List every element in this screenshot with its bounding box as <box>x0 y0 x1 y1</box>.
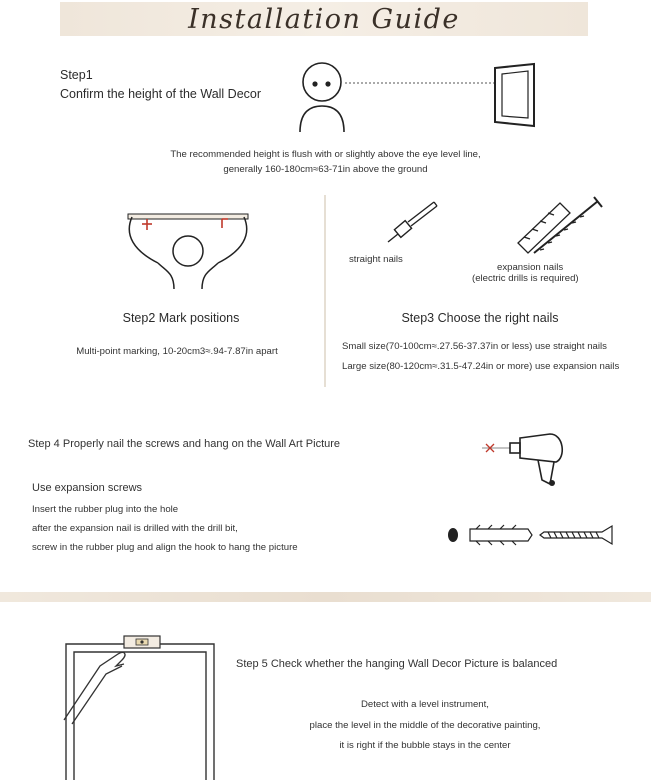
person-head-icon <box>300 63 344 132</box>
step1-note-line1: The recommended height is flush with or slightly above the eye level line, <box>170 149 481 160</box>
step2-note: Multi-point marking, 10-20cm3≈.94-7.87in apart <box>76 346 278 357</box>
section-divider-horizontal <box>0 592 651 602</box>
title-banner <box>60 2 588 36</box>
step1-note-line2: generally 160-180cm≈63-71in above the ground <box>223 164 428 175</box>
step2-heading: Step2 Mark positions <box>122 311 240 325</box>
page-title: Installation Guide <box>188 3 460 35</box>
step3-small-size: Small size(70-100cm≈.27.56-37.37in or less) use straight nails <box>342 341 607 352</box>
step5-line2: place the level in the middle of the decorative painting, <box>309 720 541 731</box>
step1-subheading: Confirm the height of the Wall Decor <box>60 87 262 101</box>
expansion-nails-label: expansion nails <box>497 262 564 273</box>
level-check-illustration <box>60 624 220 780</box>
drill-icon <box>480 428 575 490</box>
step5-line1: Detect with a level instrument, <box>361 699 489 710</box>
frame-edge-icon <box>128 214 248 219</box>
screw-parts-icon <box>444 520 620 550</box>
step5-line3: it is right if the bubble stays in the center <box>339 740 511 751</box>
mark-icon <box>142 219 228 230</box>
hand-icon <box>64 652 125 724</box>
step4-line1: Insert the rubber plug into the hole <box>32 504 179 515</box>
step4-line3: screw in the rubber plug and align the hook to hang the picture <box>32 542 298 553</box>
hole-icon <box>448 528 458 542</box>
eye-level-illustration <box>290 60 540 140</box>
level-tool-icon <box>124 636 160 648</box>
step3-large-size: Large size(80-120cm≈.31.5-47.24in or more) use expansion nails <box>342 361 620 372</box>
expansion-nails-sub: (electric drills is required) <box>472 273 579 284</box>
step4-heading: Step 4 Properly nail the screws and hang on the Wall Art Picture <box>28 438 341 450</box>
straight-nail-icon <box>382 196 444 248</box>
mark-positions-illustration <box>118 205 258 290</box>
rubber-plug-icon <box>470 525 532 545</box>
step3-heading: Step3 Choose the right nails <box>401 311 559 325</box>
step4-line2: after the expansion nail is drilled with the drill bit, <box>32 523 238 534</box>
step4-sub: Use expansion screws <box>32 482 143 494</box>
picture-frame-icon <box>66 644 214 780</box>
section-divider-vertical <box>324 195 326 387</box>
frame-icon <box>495 64 534 126</box>
screw-icon <box>540 526 612 544</box>
step1-heading: Step1 <box>60 68 93 82</box>
expansion-nail-icon <box>504 193 606 259</box>
step5-heading: Step 5 Check whether the hanging Wall Decor Picture is balanced <box>236 658 558 670</box>
straight-nails-label: straight nails <box>349 254 403 265</box>
